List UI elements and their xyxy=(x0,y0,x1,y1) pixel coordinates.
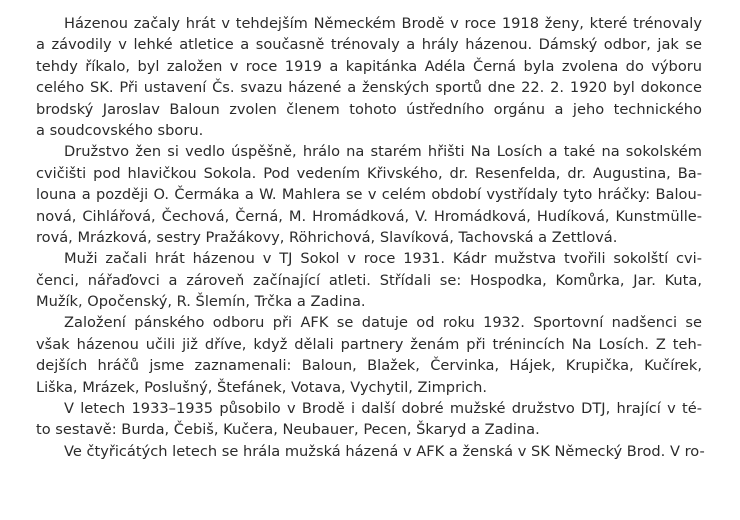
text-line: nová, Cihlářová, Čechová, Černá, M. Hromádková, V. Hromádková, Hudíková, Kunstmülle- xyxy=(36,207,702,225)
text-line: a závodily v lehké atletice a současně trénovaly a hrály házenou. Dámský odbor, jak se xyxy=(36,36,702,54)
paragraph-men-sokol xyxy=(36,248,702,312)
text-line: brodský Jaroslav Baloun zvolen členem tohoto ústředního orgánu a jeho technického xyxy=(36,100,702,118)
text-line: dejších hráčů jsme zaznamenali: Baloun, Blažek, Červinka, Hájek, Krupička, Kučírek, xyxy=(36,357,702,375)
article-text xyxy=(36,13,705,462)
text-line: a soudcovského sboru. xyxy=(36,121,204,139)
text-line: Mužík, Opočenský, R. Šlemín, Trčka a Zadina. xyxy=(36,293,366,311)
paragraph-forties xyxy=(36,441,705,462)
paragraph-afk-mens-section xyxy=(36,312,702,398)
text-line: celého SK. Při ustavení Čs. svazu házené a ženských sportů dne 22. 2. 1920 byl dokonce xyxy=(36,79,702,97)
text-line: rová, Mrázková, sestry Pražákovy, Röhrichová, Slavíková, Tachovská a Zettlová. xyxy=(36,228,618,246)
text-line: Ve čtyřicátých letech se hrála mužská házená v AFK a ženská v SK Německý Brod. V ro- xyxy=(64,442,705,460)
paragraph-women-beginnings xyxy=(36,13,702,141)
paragraph-dtj-team xyxy=(36,398,702,441)
paragraph-women-team xyxy=(36,141,702,248)
text-line: cvičišti pod hlavičkou Sokola. Pod vedením Křivského, dr. Resenfelda, dr. Augustina, Ba- xyxy=(36,164,702,182)
text-line: Liška, Mrázek, Poslušný, Štefánek, Votava, Vychytil, Zimprich. xyxy=(36,378,488,396)
text-line: Družstvo žen si vedlo úspěšně, hrálo na starém hřišti Na Losích a také na sokolském xyxy=(64,143,702,161)
text-line: však házenou učili již dříve, když dělali partnery ženám při trénincích Na Losích. Z teh- xyxy=(36,335,702,353)
text-line: Házenou začaly hrát v tehdejším Německém Brodě v roce 1918 ženy, které trénovaly xyxy=(64,15,702,32)
text-line: V letech 1933–1935 působilo v Brodě i další dobré mužské družstvo DTJ, hrající v té- xyxy=(64,400,702,418)
text-line: Založení pánského odboru při AFK se datuje od roku 1932. Sportovní nadšenci se xyxy=(64,314,702,332)
text-line: čenci, nářaďovci a zároveň začínající atleti. Střídali se: Hospodka, Komůrka, Jar. Kuta, xyxy=(36,271,702,289)
text-line: Muži začali hrát házenou v TJ Sokol v roce 1931. Kádr mužstva tvořili sokolští cvi- xyxy=(64,250,702,268)
text-line: louna a později O. Čermáka a W. Mahlera se v celém období vystřídaly tyto hráčky: Balou- xyxy=(36,186,702,204)
text-line: to sestavě: Burda, Čebiš, Kučera, Neubauer, Pecen, Škaryd a Zadina. xyxy=(36,421,540,439)
text-line: tehdy říkalo, byl založen v roce 1919 a kapitánka Adéla Černá byla zvolena do výboru xyxy=(36,57,702,75)
